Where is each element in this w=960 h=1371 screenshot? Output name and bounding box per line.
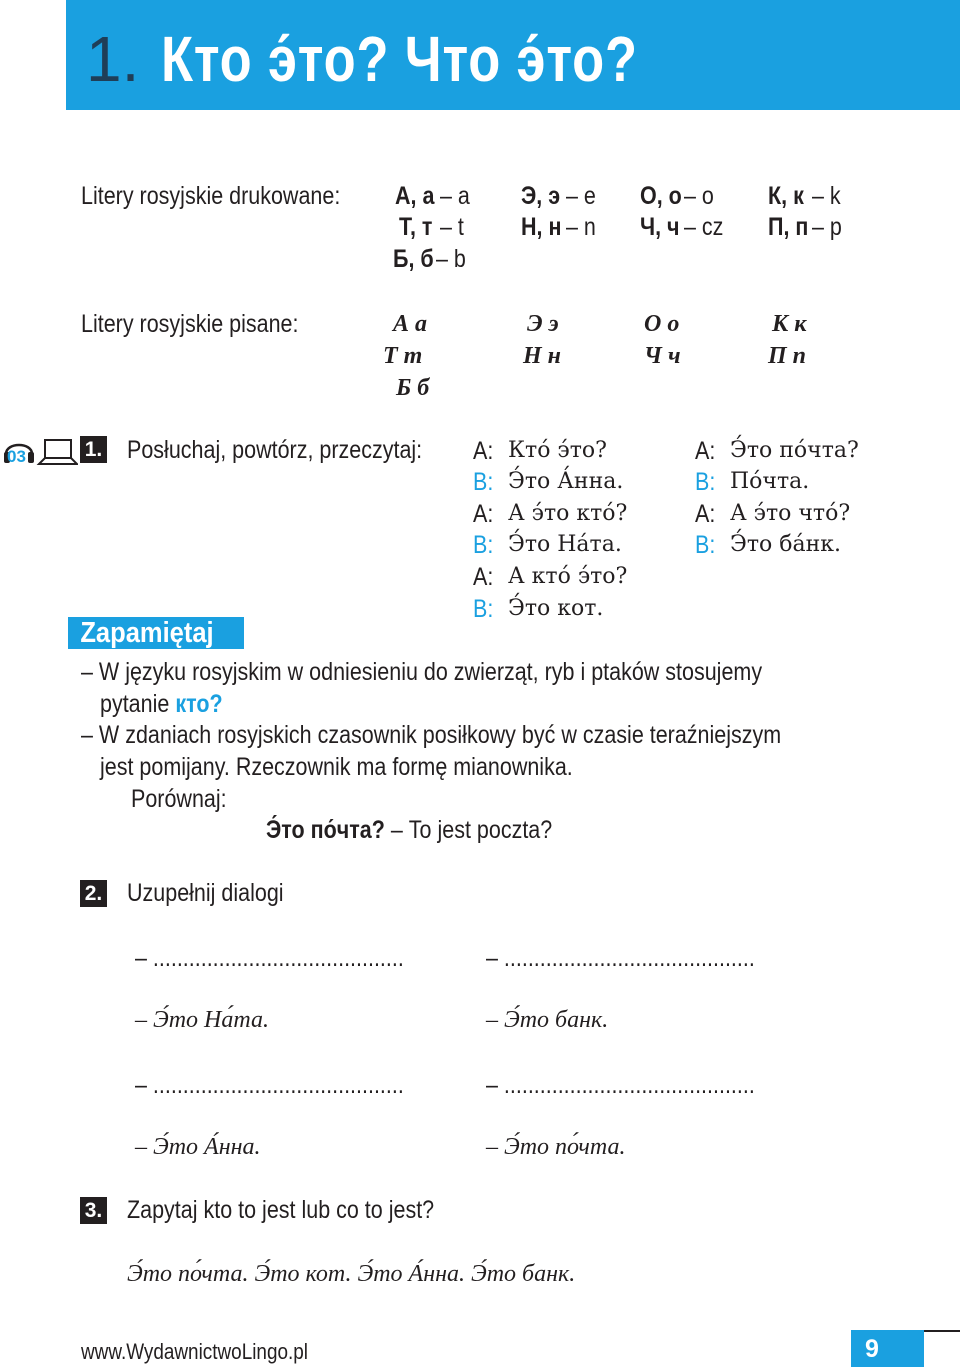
exercise-instruction: Posłuchaj, powtórz, przeczytaj: <box>127 436 423 464</box>
letter-translit: – a <box>440 182 470 210</box>
exercise-number: 2. <box>80 880 107 907</box>
letter-translit: – o <box>684 182 714 210</box>
chapter-number: 1. <box>86 23 140 95</box>
printed-letters-label: Litery rosyjskie drukowane: <box>81 182 341 210</box>
dialogue-answer: – Э́то по́чта. <box>486 1134 626 1160</box>
exercise-instruction: Zapytaj kto to jest lub co to jest? <box>127 1196 435 1224</box>
speaker-label: B: <box>695 531 716 559</box>
remember-label: Zapamiętaj <box>68 617 244 649</box>
dialogue-answer: – Э́то На́та. <box>135 1007 270 1033</box>
dialogue-line: А э́то кто́? <box>508 501 628 526</box>
script-letter: Н н <box>523 343 561 369</box>
script-letter: Ч ч <box>644 343 681 369</box>
letter-pair: Э, э <box>521 182 561 210</box>
dialogue-line: Э́то На́та. <box>508 532 622 557</box>
highlight-word: кто? <box>175 690 223 718</box>
rule-line: pytanie кто? <box>100 690 223 718</box>
dialogue-line: А э́то что́? <box>730 501 851 526</box>
laptop-icon <box>36 438 78 468</box>
script-letter: П п <box>768 343 807 369</box>
dialogue-line: Э́то ба́нк. <box>730 532 842 557</box>
letter-translit: – t <box>440 213 464 241</box>
speaker-label: A: <box>695 500 716 528</box>
letter-translit: – b <box>436 245 466 273</box>
letter-pair: А, а <box>395 182 435 210</box>
script-letter: О о <box>644 311 680 337</box>
compare-example: Э́то по́чта? – To jest poczta? <box>266 816 553 844</box>
exercise-text: Э́то по́чта. Э́то кот. Э́то А́нна. Э́то банк. <box>127 1261 576 1287</box>
letter-pair: К, к <box>768 182 804 210</box>
rule-line: – W zdaniach rosyjskich czasownik posiłkowy być w czasie teraźniejszym <box>81 721 782 749</box>
rule-line: jest pomijany. Rzeczownik ma formę mianownika. <box>100 753 573 781</box>
dialogue-line: Э́то по́чта? <box>730 438 859 463</box>
rule-line: – W języku rosyjskim w odniesieniu do zwierząt, ryb i ptaków stosujemy <box>81 658 763 686</box>
blank-line: – .......................................... <box>135 1071 404 1099</box>
dialogue-line: Э́то кот. <box>508 596 604 621</box>
letter-translit: – cz <box>684 213 724 241</box>
letter-translit: – n <box>566 213 596 241</box>
letter-pair: О, о <box>640 182 682 210</box>
speaker-label: B: <box>473 531 494 559</box>
dialogue-line: Э́то А́нна. <box>508 469 624 494</box>
dialogue-line: А кто́ э́то? <box>508 564 628 589</box>
blank-line: – .......................................... <box>486 1071 755 1099</box>
page-number: 9 <box>865 1335 879 1363</box>
speaker-label: B: <box>695 468 716 496</box>
exercise-instruction: Uzupełnij dialogi <box>127 879 284 907</box>
script-letter: А а <box>393 311 428 337</box>
script-letter: Э э <box>527 311 559 337</box>
speaker-label: B: <box>473 468 494 496</box>
letter-translit: – p <box>812 213 842 241</box>
exercise-number: 1. <box>80 436 107 463</box>
letter-pair: Н, н <box>521 213 562 241</box>
letter-pair: Ч, ч <box>640 213 680 241</box>
speaker-label: A: <box>473 563 494 591</box>
letter-translit: – k <box>812 182 841 210</box>
dialogue-line: Кто́ э́то? <box>508 438 607 463</box>
letter-pair: Т, т <box>399 213 433 241</box>
exercise-number: 3. <box>80 1197 107 1224</box>
dialogue-answer: – Э́то А́нна. <box>135 1134 261 1160</box>
letter-pair: Б, б <box>393 245 434 273</box>
blank-line: – .......................................... <box>486 944 755 972</box>
script-letter: Б б <box>396 375 430 401</box>
track-number: 03 <box>7 447 26 466</box>
footer-rule <box>924 1330 960 1332</box>
letter-pair: П, п <box>768 213 809 241</box>
script-letter: Т т <box>383 343 423 369</box>
speaker-label: B: <box>473 595 494 623</box>
script-letter: К к <box>772 311 807 337</box>
page-number-box <box>851 1330 924 1367</box>
blank-line: – .......................................... <box>135 944 404 972</box>
letter-translit: – e <box>566 182 596 210</box>
chapter-title: Кто э́то? Что э́то? <box>161 23 638 95</box>
speaker-label: A: <box>473 500 494 528</box>
chapter-header <box>66 0 960 110</box>
speaker-label: A: <box>695 437 716 465</box>
dialogue-line: По́чта. <box>730 469 810 494</box>
footer-url[interactable]: www.WydawnictwoLingo.pl <box>81 1339 308 1364</box>
dialogue-answer: – Э́то банк. <box>486 1007 609 1033</box>
speaker-label: A: <box>473 437 494 465</box>
compare-label: Porównaj: <box>131 785 227 813</box>
written-letters-label: Litery rosyjskie pisane: <box>81 310 299 338</box>
